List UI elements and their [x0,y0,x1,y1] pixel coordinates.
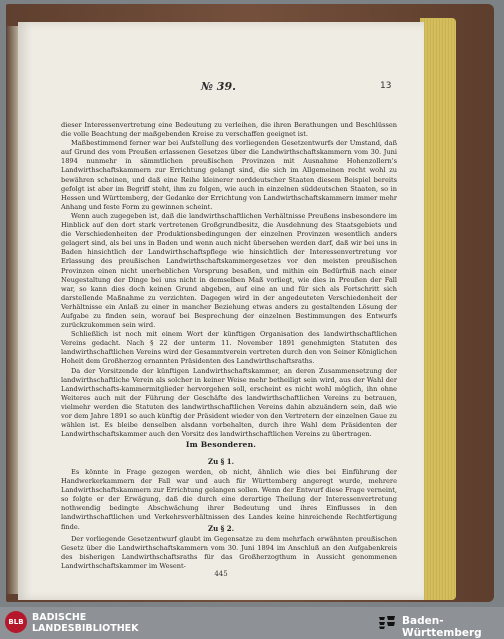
paragraph: Schließlich ist noch mit einem Wort der künftigen Organisation des landwirthschaftlichen Vereins gedacht. Nach § 22 der unterm 11. November 1891 genehmigten Statuten des landwirthschaftlichen Vereins wird der Gesammtverein vertreten durch den von Seiner Königlichen Hoheit dem Großherzog ernannten Präsidenten des Landwirthschaftsraths. [61,330,397,366]
footer-page-number: 445 [214,570,228,578]
library-name-line2: LANDESBIBLIOTHEK [32,623,139,634]
library-name [32,612,139,634]
body-text [61,121,397,439]
section-heading-1: Zu § 1. [207,457,235,466]
blb-logo-icon: BLB [5,611,27,633]
state-name: Baden-Württemberg [402,615,482,639]
paragraph: Wenn auch zugegeben ist, daß die landwirthschaftlichen Verhältnisse Preußens insbesondere im Hinblick auf den dort stark vertretenen Großgrundbesitz, die Ausdehnung des Staatsgebiets und die Verschiedenheiten der Produktionsbedingungen der einzelnen Provinzen wesentlich anders gelagert sind, als bei uns in Baden und wenn auch nicht übersehen werden darf, daß wir bei uns in Baden hinsichtlich der Landwirthschaftspflege wie hinsichtlich der Interessenvertretung vor Erlassung des preußischen Landwirthschaftskammergesetzes vor den meisten preußischen Provinzen einen nicht unerheblichen Vorsprung besaßen, und mithin ein Bedürfniß nach einer Neugestaltung der Dinge bei uns nicht in demselben Maß vorliegt, wie dies in Preußen der Fall war, so kann dies doch keinen Grund abgeben, auf eine an und für sich als Fortschritt sich darstellende Maßnahme zu verzichten. Dagegen wird in der angedeuteten Verschiedenheit der Verhältnisse ein Anlaß zu einer in mancher Beziehung etwas anders zu gestaltenden Lösung der Aufgabe zu finden sein, worauf bei Besprechung der einzelnen Bestimmungen des Entwurfs zurückzukommen sein wird. [61,211,397,330]
paragraph: Der vorliegende Gesetzentwurf glaubt im Gegensatze zu dem mehrfach erwähnten preußischen Gesetz über die Landwirthschaftskammern vom 30. Juni 1894 im Anschluß an den Aufgabenkreis des bisherigen Landwirthschaftsraths für das Großherzogthum in Aussicht genommenen Landwirthschaftskammer im Wesent- [61,535,397,571]
section-heading-2: Zu § 2. [207,524,235,533]
page-edges [420,18,456,600]
section-text-1 [61,468,397,532]
paragraph: Da der Vorsitzende der künftigen Landwirthschaftskammer, an deren Zusammensetzung der landwirthschaftliche Verein als solcher in keiner Weise mehr betheiligt sein wird, aus der Wahl der Landwirthschafts-kammermitglieder hervorgehen soll, erscheint es nicht wohl möglich, ihn ohne Weiteres auch mit der Führung der Geschäfte des landwirthschaftlichen Vereins zu betrauen, vielmehr werden die Statuten des landwirthschaftlichen Vereins dahin abzuändern sein, daß wie vor dem Jahre 1891 so auch künftig der Präsident wieder von den Vertretern der einzelnen Gaue zu wählen ist. Es bleibe denselben alsdann vorbehalten, durch ihre Wahl dem Präsidenten der Landwirthschaftskammer auch den Vorsitz des landwirthschaftlichen Vereins zu übertragen. [61,366,397,439]
paragraph: dieser Interessenvertretung eine Bedeutung zu verleihen, die ihren Berathungen und Beschlüssen die volle Beachtung der maßgebenden Kreise zu verschaffen geeignet ist. [61,121,397,139]
lions-crest-icon [378,614,396,630]
paragraph: Maßbestimmend ferner war bei Aufstellung des vorliegenden Gesetzentwurfs der Umstand, daß auf Grund des vom Preußen erlassenen Gesetzes über die Landwirthschaftskammern vom 30. Juni 1894 nunmehr in sämmtlichen preußischen Provinzen mit Ausnahme Hohenzollern's Landwirthschaftskammern zur Errichtung gelangt sind, die sich im Allgemeinen recht wohl zu bewähren scheinen, und daß eine Reihe kleinerer norddeutscher Staaten diesem Beispiel bereits gefolgt ist aber im Begriff steht, ihm zu folgen, wie auch in einzelnen süddeutschen Staaten, so in Hessen und Württemberg, der Gedanke der Errichtung von Landwirthschaftskammern immer mehr Anhang und feste Form zu gewinnen scheint. [61,139,397,211]
header-page-number: 13 [380,81,392,91]
document-number: № 39. [201,80,236,93]
section-title: Im Besonderen. [185,440,257,449]
book-page [18,22,424,600]
section-text-2 [61,535,397,571]
paragraph: Es könnte in Frage gezogen werden, ob nicht, ähnlich wie dies bei Einführung der Handwerkerkammern der Fall war und auch für Württemberg angeregt wurde, mehrere Landwirthschaftskammern zur Errichtung gelangen sollen. Wenn der Entwurf diese Frage verneint, so folgte er der Erwägung, daß die durch eine derartige Theilung der Interessenvertretung nothwendig bedingte Abschwächung ihrer Bedeutung und ihres Einflusses in den landwirthschaftlichen und Verkehrsverhältnissen des Landes keine hinreichende Rechtfertigung finde. [61,468,397,531]
library-name-line1: BADISCHE [32,612,87,623]
